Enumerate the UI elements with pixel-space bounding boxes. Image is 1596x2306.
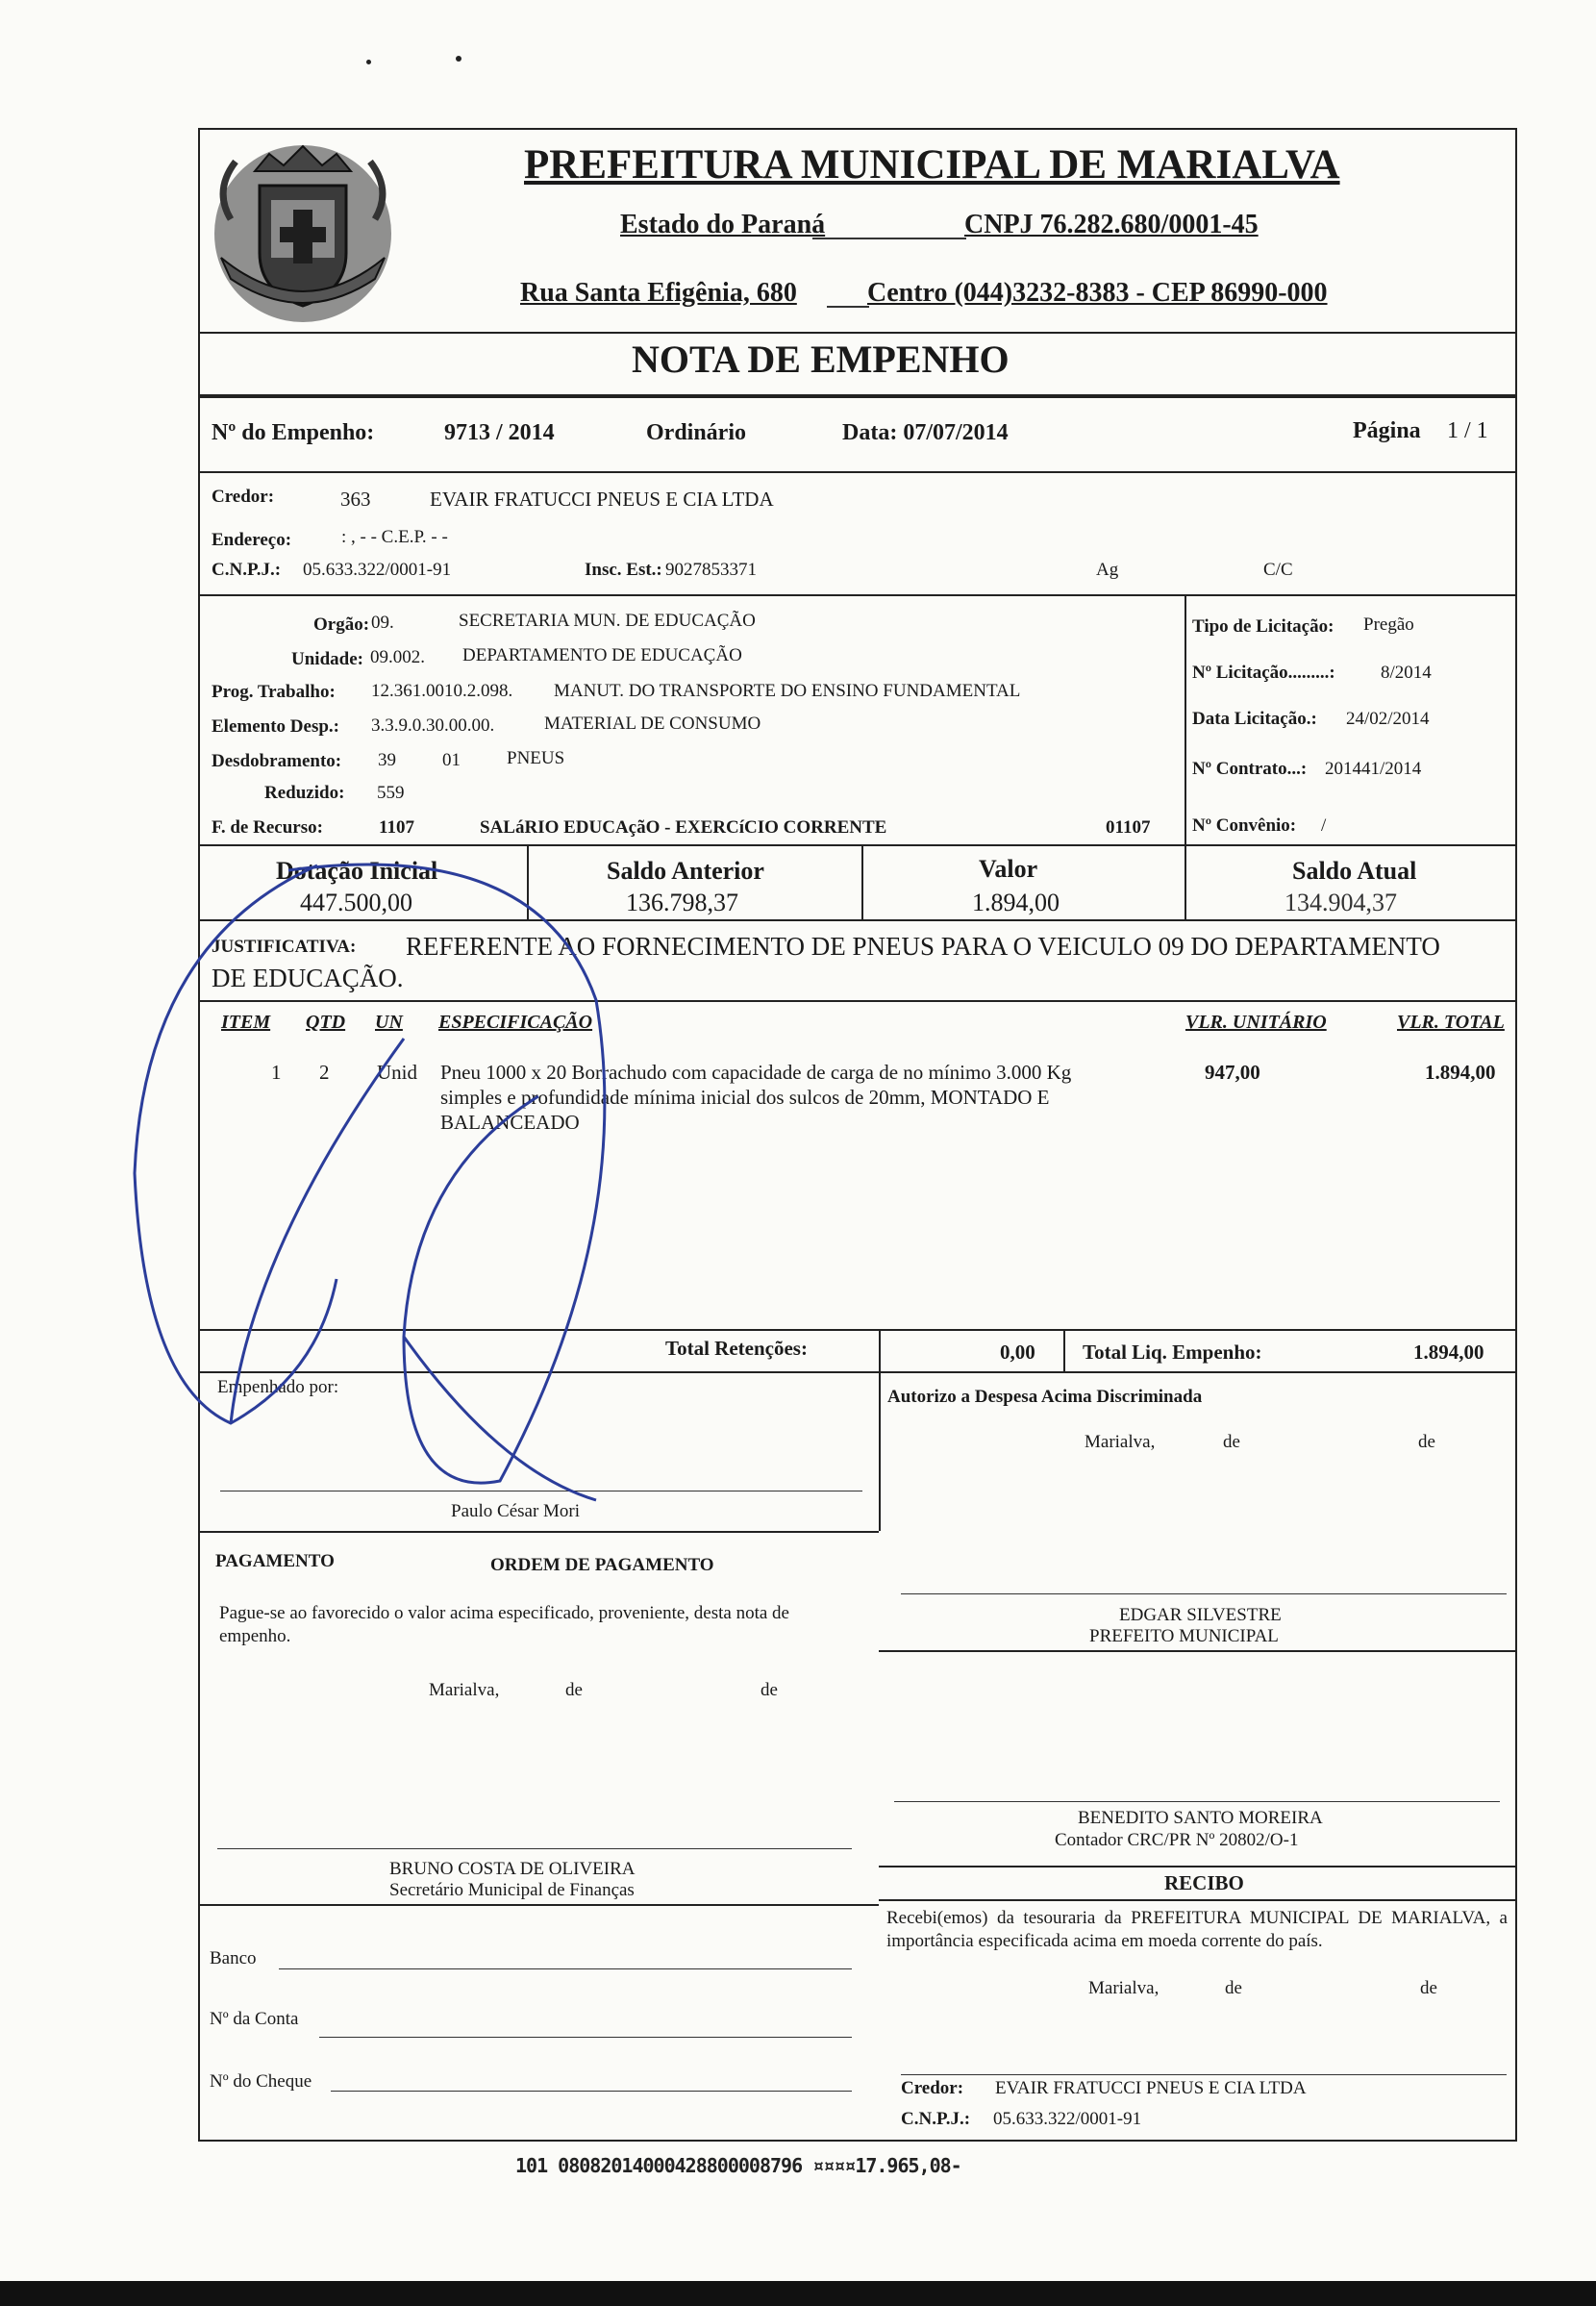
- insc-value: 9027853371: [665, 560, 757, 580]
- retencoes-value: 0,00: [1000, 1341, 1035, 1364]
- rule: [527, 844, 529, 919]
- ordem-pagamento-label: ORDEM DE PAGAMENTO: [490, 1555, 714, 1575]
- contador-role: Contador CRC/PR Nº 20802/O-1: [1055, 1830, 1299, 1850]
- insc-label: Insc. Est.:: [585, 560, 662, 580]
- reduzido-label: Reduzido:: [264, 783, 345, 803]
- desdobramento-subcode: 01: [442, 750, 461, 770]
- empenho-label: Nº do Empenho:: [212, 420, 375, 445]
- justificativa-label: JUSTIFICATIVA:: [212, 937, 357, 957]
- cheque-line: [331, 2091, 852, 2092]
- pague-text: Pague-se ao favorecido o valor acima especificado, proveniente, desta nota de empenho.: [219, 1603, 789, 1646]
- saldo-anterior-label: Saldo Anterior: [607, 857, 764, 885]
- unidade-code: 09.002.: [370, 647, 425, 667]
- convenio-value: /: [1321, 815, 1327, 836]
- col-header-un: UN: [375, 1012, 403, 1033]
- document-title: NOTA DE EMPENHO: [632, 338, 1010, 381]
- saldo-anterior-value: 136.798,37: [626, 889, 738, 916]
- col-header-item: ITEM: [221, 1012, 271, 1033]
- scanner-border: [0, 2281, 1596, 2306]
- prog-name: MANUT. DO TRANSPORTE DO ENSINO FUNDAMENTAL: [554, 681, 1021, 701]
- licitacao-number-value: 8/2014: [1381, 663, 1432, 683]
- credor-code: 363: [340, 488, 371, 511]
- contrato-value: 201441/2014: [1325, 759, 1422, 779]
- municipality-title: PREFEITURA MUNICIPAL DE MARIALVA: [524, 142, 1340, 188]
- rule: [198, 394, 1517, 398]
- desdobramento-name: PNEUS: [507, 748, 565, 768]
- empenho-date: Data: 07/07/2014: [842, 420, 1009, 445]
- page-value: 1 / 1: [1447, 418, 1488, 443]
- city-address-rest: Centro (044)3232-8383 - CEP 86990-000: [867, 278, 1328, 308]
- col-header-total: VLR. TOTAL: [1397, 1012, 1505, 1033]
- pagamento-de2: de: [761, 1680, 778, 1700]
- justificativa-text-line2: DE EDUCAÇÃO.: [212, 964, 404, 992]
- valor-label: Valor: [979, 855, 1038, 883]
- elemento-label: Elemento Desp.:: [212, 716, 339, 737]
- pagamento-de1: de: [565, 1680, 583, 1700]
- col-header-qtd: QTD: [306, 1012, 346, 1033]
- recibo-city: Marialva,: [1088, 1978, 1160, 1998]
- licitacao-number-label: Nº Licitação.........:: [1192, 663, 1335, 683]
- item-spec-line3: BALANCEADO: [440, 1111, 580, 1134]
- prefeito-role: PREFEITO MUNICIPAL: [1089, 1626, 1279, 1646]
- recibo-text: Recebi(emos) da tesouraria da PREFEITURA MUNICIPAL DE MARIALVA, a importância especificada acima em moeda corrente do país.: [886, 1908, 1508, 1951]
- unidade-name: DEPARTAMENTO DE EDUCAÇÃO: [462, 645, 742, 665]
- dotacao-value: 447.500,00: [300, 889, 412, 916]
- rule: [198, 594, 1517, 596]
- prog-code: 12.361.0010.2.098.: [371, 681, 513, 701]
- rule: [198, 1329, 1517, 1331]
- pagamento-label: PAGAMENTO: [215, 1551, 335, 1571]
- tipo-licitacao-label: Tipo de Licitação:: [1192, 616, 1334, 637]
- orgao-name: SECRETARIA MUN. DE EDUCAÇÃO: [459, 611, 756, 631]
- prefeito-name: EDGAR SILVESTRE: [1119, 1605, 1282, 1625]
- item-unit-price: 947,00: [1205, 1061, 1260, 1084]
- rule: [198, 919, 1517, 921]
- valor-value: 1.894,00: [972, 889, 1060, 916]
- convenio-label: Nº Convênio:: [1192, 815, 1297, 836]
- contrato-label: Nº Contrato...:: [1192, 759, 1308, 779]
- rule: [1063, 1329, 1065, 1371]
- endereco-label: Endereço:: [212, 530, 292, 550]
- pagamento-city: Marialva,: [429, 1680, 500, 1700]
- unidade-label: Unidade:: [291, 649, 363, 669]
- credor-name: EVAIR FRATUCCI PNEUS E CIA LTDA: [430, 488, 774, 511]
- municipal-coat-of-arms-icon: [202, 133, 404, 335]
- rule: [198, 844, 1517, 846]
- elemento-name: MATERIAL DE CONSUMO: [544, 714, 761, 734]
- rule: [198, 1531, 879, 1533]
- retencoes-label: Total Retenções:: [665, 1337, 808, 1360]
- recibo-credor-label: Credor:: [901, 2078, 964, 2098]
- rule: [198, 1000, 1517, 1002]
- recurso-label: F. de Recurso:: [212, 817, 323, 838]
- liquido-label: Total Liq. Empenho:: [1083, 1341, 1262, 1364]
- recurso-name: SALáRIO EDUCAçãO - EXERCíCIO CORRENTE: [480, 817, 887, 838]
- endereco-value: : , - - C.E.P. - -: [341, 527, 448, 547]
- contador-name: BENEDITO SANTO MOREIRA: [1078, 1808, 1323, 1828]
- recibo-de2: de: [1420, 1978, 1437, 1998]
- recibo-cnpj-label: C.N.P.J.:: [901, 2109, 971, 2129]
- licitacao-date-value: 24/02/2014: [1346, 709, 1430, 729]
- financas-name: BRUNO COSTA DE OLIVEIRA: [389, 1859, 636, 1879]
- banco-line: [279, 1968, 852, 1969]
- financas-role: Secretário Municipal de Finanças: [389, 1880, 635, 1900]
- rule: [879, 1329, 881, 1531]
- cc-label: C/C: [1263, 560, 1293, 580]
- liquido-value: 1.894,00: [1413, 1341, 1484, 1364]
- prog-label: Prog. Trabalho:: [212, 682, 336, 702]
- credor-label: Credor:: [212, 487, 275, 507]
- orgao-label: Orgão:: [313, 614, 370, 635]
- saldo-atual-label: Saldo Atual: [1292, 857, 1417, 885]
- rule: [879, 1650, 1517, 1652]
- item-qtd: 2: [319, 1061, 330, 1084]
- header-rule: [812, 238, 966, 239]
- item-unit: Unid: [377, 1061, 417, 1084]
- col-header-spec: ESPECIFICAÇÃO: [438, 1012, 593, 1033]
- conta-label: Nº da Conta: [210, 2009, 299, 2029]
- rule: [198, 1904, 879, 1906]
- empenhado-name: Paulo César Mori: [451, 1501, 581, 1521]
- rule: [879, 1899, 1517, 1901]
- autorizo-de2: de: [1418, 1432, 1435, 1452]
- recibo-cnpj-value: 05.633.322/0001-91: [993, 2109, 1142, 2129]
- empenhado-label: Empenhado por:: [217, 1377, 339, 1397]
- rule: [198, 1371, 1517, 1373]
- signature-line: [901, 2074, 1507, 2075]
- rule: [879, 1866, 1517, 1867]
- recurso-code2: 01107: [1106, 817, 1151, 838]
- city-cnpj: CNPJ 76.282.680/0001-45: [964, 210, 1259, 239]
- desdobramento-label: Desdobramento:: [212, 751, 342, 771]
- desdobramento-code: 39: [378, 750, 396, 770]
- recibo-de1: de: [1225, 1978, 1242, 1998]
- licitacao-date-label: Data Licitação.:: [1192, 709, 1317, 729]
- cnpj-value: 05.633.322/0001-91: [303, 560, 452, 580]
- signature-line: [894, 1801, 1500, 1802]
- reduzido-value: 559: [377, 783, 405, 803]
- empenho-number: 9713 / 2014: [444, 420, 555, 445]
- rule: [1185, 594, 1186, 844]
- scan-speck: [456, 56, 461, 62]
- rule: [198, 332, 1517, 334]
- cheque-label: Nº do Cheque: [210, 2071, 312, 2092]
- cnpj-label: C.N.P.J.:: [212, 560, 282, 580]
- ag-label: Ag: [1096, 560, 1119, 580]
- recurso-code: 1107: [379, 817, 414, 838]
- footer-barcode-text: 101 08082014000428800008796 ¤¤¤¤17.965,08-: [515, 2154, 961, 2177]
- rule: [198, 471, 1517, 473]
- city-address: Rua Santa Efigênia, 680: [520, 278, 797, 308]
- saldo-atual-value: 134.904,37: [1284, 889, 1397, 916]
- header-rule: [827, 306, 869, 308]
- item-total: 1.894,00: [1425, 1061, 1496, 1084]
- item-spec-line1: Pneu 1000 x 20 Borrachudo com capacidade de carga de no mínimo 3.000 Kg: [440, 1061, 1072, 1084]
- rule: [861, 844, 863, 919]
- elemento-code: 3.3.9.0.30.00.00.: [371, 715, 495, 736]
- autorizo-city: Marialva,: [1085, 1432, 1156, 1452]
- signature-line: [217, 1848, 852, 1849]
- scan-speck: [366, 60, 371, 64]
- autorizo-de1: de: [1223, 1432, 1240, 1452]
- col-header-unit-price: VLR. UNITÁRIO: [1185, 1012, 1327, 1033]
- conta-line: [319, 2037, 852, 2038]
- tipo-licitacao-value: Pregão: [1363, 614, 1414, 635]
- rule: [1185, 844, 1186, 919]
- state-name: Estado do Paraná: [620, 210, 826, 239]
- justificativa-text-line1: REFERENTE AO FORNECIMENTO DE PNEUS PARA O VEICULO 09 DO DEPARTAMENTO: [406, 932, 1440, 961]
- empenho-type: Ordinário: [646, 420, 747, 445]
- autorizo-label: Autorizo a Despesa Acima Discriminada: [887, 1387, 1203, 1407]
- recibo-credor-name: EVAIR FRATUCCI PNEUS E CIA LTDA: [995, 2078, 1307, 2098]
- signature-line: [901, 1593, 1507, 1594]
- orgao-code: 09.: [371, 613, 394, 633]
- item-number: 1: [271, 1061, 282, 1084]
- banco-label: Banco: [210, 1948, 257, 1968]
- recibo-label: RECIBO: [1164, 1871, 1244, 1894]
- dotacao-label: Dotação Inicial: [276, 857, 438, 885]
- item-spec-line2: simples e profundidade mínima inicial dos sulcos de 20mm, MONTADO E: [440, 1086, 1050, 1109]
- page-label: Página: [1353, 418, 1421, 443]
